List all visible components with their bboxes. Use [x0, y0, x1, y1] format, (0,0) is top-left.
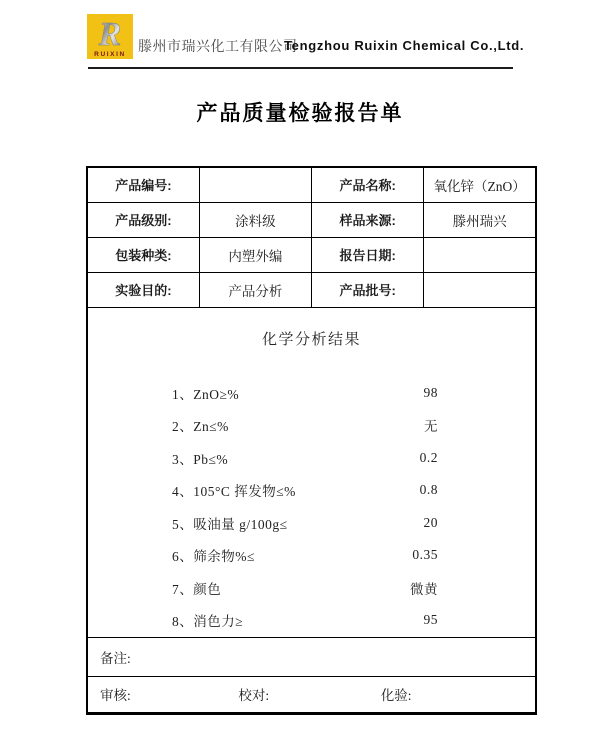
company-logo-icon [87, 14, 133, 59]
label-test-purpose: 实验目的: [87, 272, 199, 307]
label-product-grade: 产品级别: [87, 202, 199, 237]
analysis-item-value: 0.35 [412, 547, 438, 563]
analysis-item-label: 8、消色力≥ [172, 614, 244, 630]
analysis-row [87, 307, 536, 637]
analysis-item-value: 微黄 [410, 581, 438, 597]
value-product-name: 氧化锌（ZnO） [424, 167, 536, 202]
header-divider [88, 67, 513, 69]
analysis-item [172, 507, 438, 540]
analysis-item [172, 539, 438, 572]
value-sample-source: 滕州瑞兴 [424, 202, 536, 237]
svg-text:R: R [98, 16, 122, 53]
value-product-grade: 涂料级 [199, 202, 311, 237]
signature-section [87, 676, 536, 713]
label-packaging-type: 包装种类: [87, 237, 199, 272]
analysis-item [172, 572, 438, 605]
analysis-item-label: 2、Zn≤% [172, 419, 229, 435]
remarks-row [87, 637, 536, 676]
analysis-section [87, 307, 536, 637]
test-label: 化验: [380, 688, 412, 703]
analysis-item-label: 7、颜色 [172, 581, 222, 597]
analysis-item-label: 5、吸油量 g/100g≤ [172, 516, 288, 532]
signature-row [87, 676, 536, 713]
value-product-code [199, 167, 311, 202]
value-test-purpose: 产品分析 [199, 272, 311, 307]
analysis-item-value: 98 [423, 384, 438, 400]
analysis-item-label: 6、筛余物%≤ [172, 549, 255, 565]
analysis-item [172, 409, 438, 442]
review-label: 审核: [100, 688, 131, 703]
analysis-item-label: 3、Pb≤% [172, 451, 229, 467]
analysis-item [172, 377, 438, 410]
company-name-chinese: 滕州市瑞兴化工有限公司 [138, 40, 298, 55]
analysis-item [172, 474, 438, 507]
label-product-code: 产品编号: [87, 167, 199, 202]
analysis-list [88, 377, 535, 637]
analysis-item-value: 95 [423, 612, 438, 628]
report-table [86, 166, 537, 715]
analysis-item-label: 4、105°C 挥发物≤% [172, 484, 296, 500]
logo-r-glyph [87, 14, 133, 59]
info-row-1 [87, 167, 536, 202]
label-report-date: 报告日期: [312, 237, 424, 272]
info-row-4 [87, 272, 536, 307]
proofread-label: 校对: [238, 688, 270, 703]
analysis-item-label: 1、ZnO≥% [172, 386, 240, 402]
analysis-item [172, 604, 438, 637]
value-report-date [424, 237, 536, 272]
analysis-item-value: 无 [424, 419, 438, 435]
label-sample-source: 样品来源: [312, 202, 424, 237]
company-name-english: Tengzhou Ruixin Chemical Co.,Ltd. [284, 38, 525, 53]
remarks-label: 备注: [87, 637, 536, 676]
info-row-2 [87, 202, 536, 237]
info-row-3 [87, 237, 536, 272]
label-product-name: 产品名称: [312, 167, 424, 202]
label-batch-number: 产品批号: [312, 272, 424, 307]
analysis-item-value: 0.2 [419, 449, 438, 465]
analysis-heading: 化学分析结果 [261, 331, 361, 348]
analysis-item-value: 20 [423, 514, 438, 530]
value-batch-number [424, 272, 536, 307]
svg-text:RUIXIN: RUIXIN [94, 51, 126, 58]
analysis-item-value: 0.8 [419, 482, 438, 498]
value-packaging-type: 内塑外编 [199, 237, 311, 272]
analysis-item [172, 442, 438, 475]
page-title: 产品质量检验报告单 [196, 102, 404, 125]
